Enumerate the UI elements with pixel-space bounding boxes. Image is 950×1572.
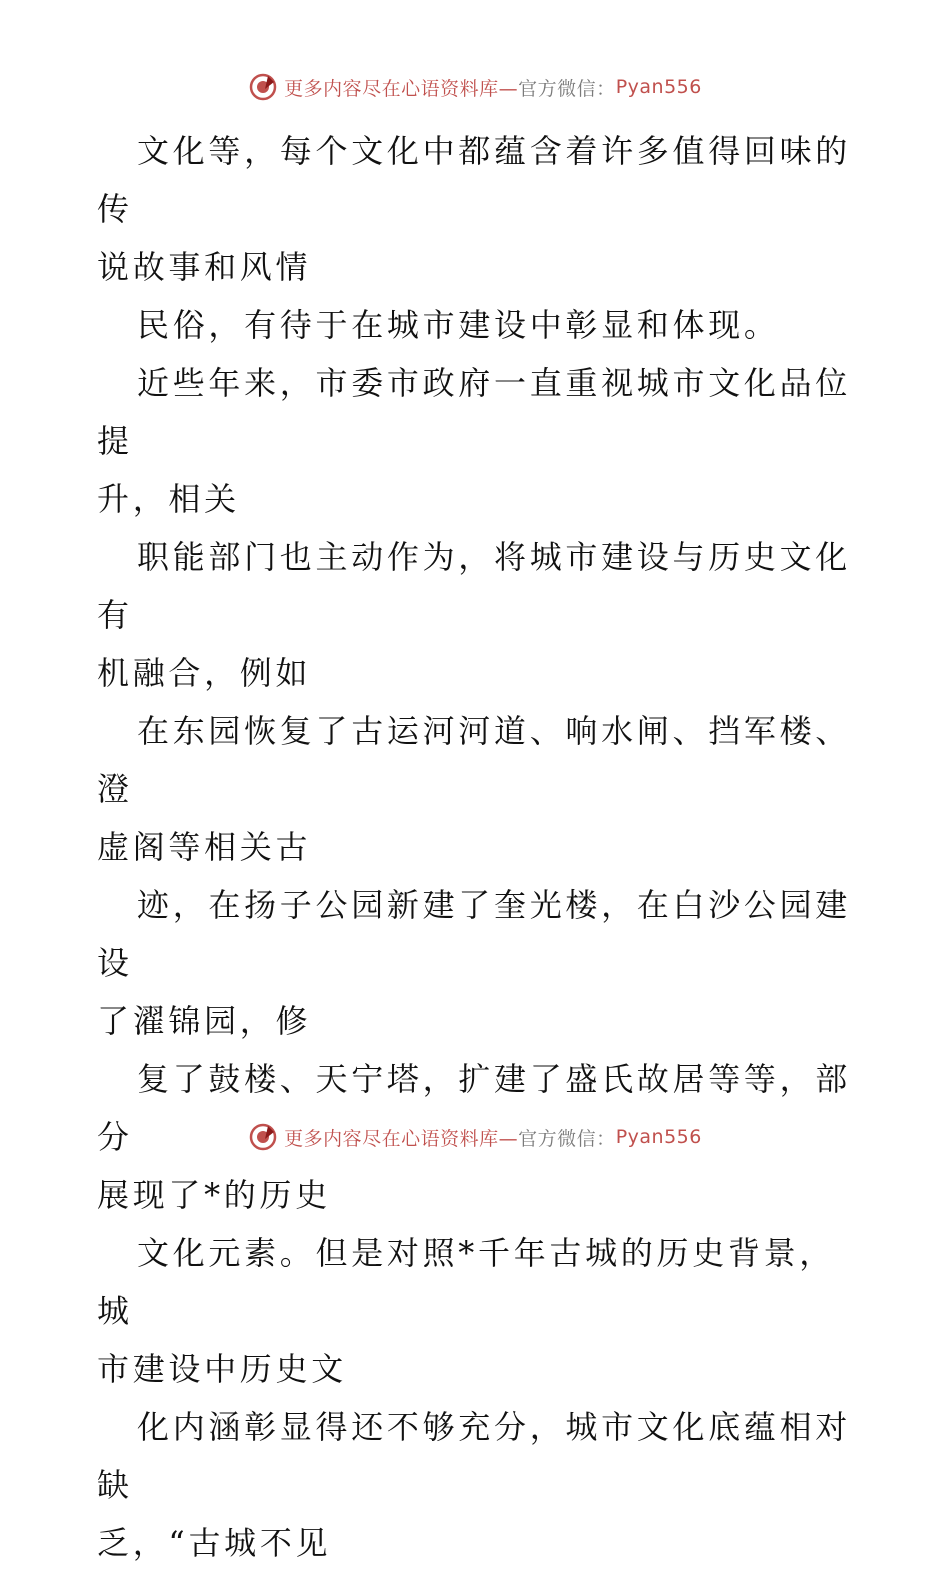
document-body <box>97 122 867 1572</box>
footer-watermark <box>0 1122 950 1152</box>
header-watermark <box>0 72 950 102</box>
paragraph: 文化元素。但是对照*千年古城的历史背景，城 市建设中历史文 <box>97 1234 836 1388</box>
footer-wechat-id: Pyan556 <box>615 1126 702 1148</box>
footer-brand-text: 更多内容尽在心语资料库— <box>284 1127 519 1150</box>
header-wechat-id: Pyan556 <box>615 76 702 98</box>
paragraph: 文化等，每个文化中都蕴含着许多值得回味的传 说故事和风情 <box>97 132 852 286</box>
paragraph: 化内涵彰显得还不够充分，城市文化底蕴相对缺 乏，“古城不见 <box>97 1408 852 1562</box>
paragraph: 民俗，有待于在城市建设中彰显和体现。 <box>137 306 780 344</box>
paragraph: 迹，在扬子公园新建了奎光楼，在白沙公园建设 了濯锦园，修 <box>97 886 852 1040</box>
header-wechat-label: 官方微信： <box>518 77 616 100</box>
brand-logo-icon <box>248 72 278 102</box>
paragraph: 复了鼓楼、天宁塔，扩建了盛氏故居等等，部分 展现了*的历史 <box>97 1060 852 1214</box>
paragraph: 近些年来，市委市政府一直重视城市文化品位提 升，相关 <box>97 364 852 518</box>
paragraph: 在东园恢复了古运河河道、响水闸、挡军楼、澄 虚阁等相关古 <box>97 712 852 866</box>
paragraph: 职能部门也主动作为，将城市建设与历史文化有 机融合，例如 <box>97 538 852 692</box>
header-brand-text: 更多内容尽在心语资料库— <box>284 77 519 100</box>
footer-wechat-label: 官方微信： <box>518 1127 616 1150</box>
brand-logo-icon <box>248 1122 278 1152</box>
